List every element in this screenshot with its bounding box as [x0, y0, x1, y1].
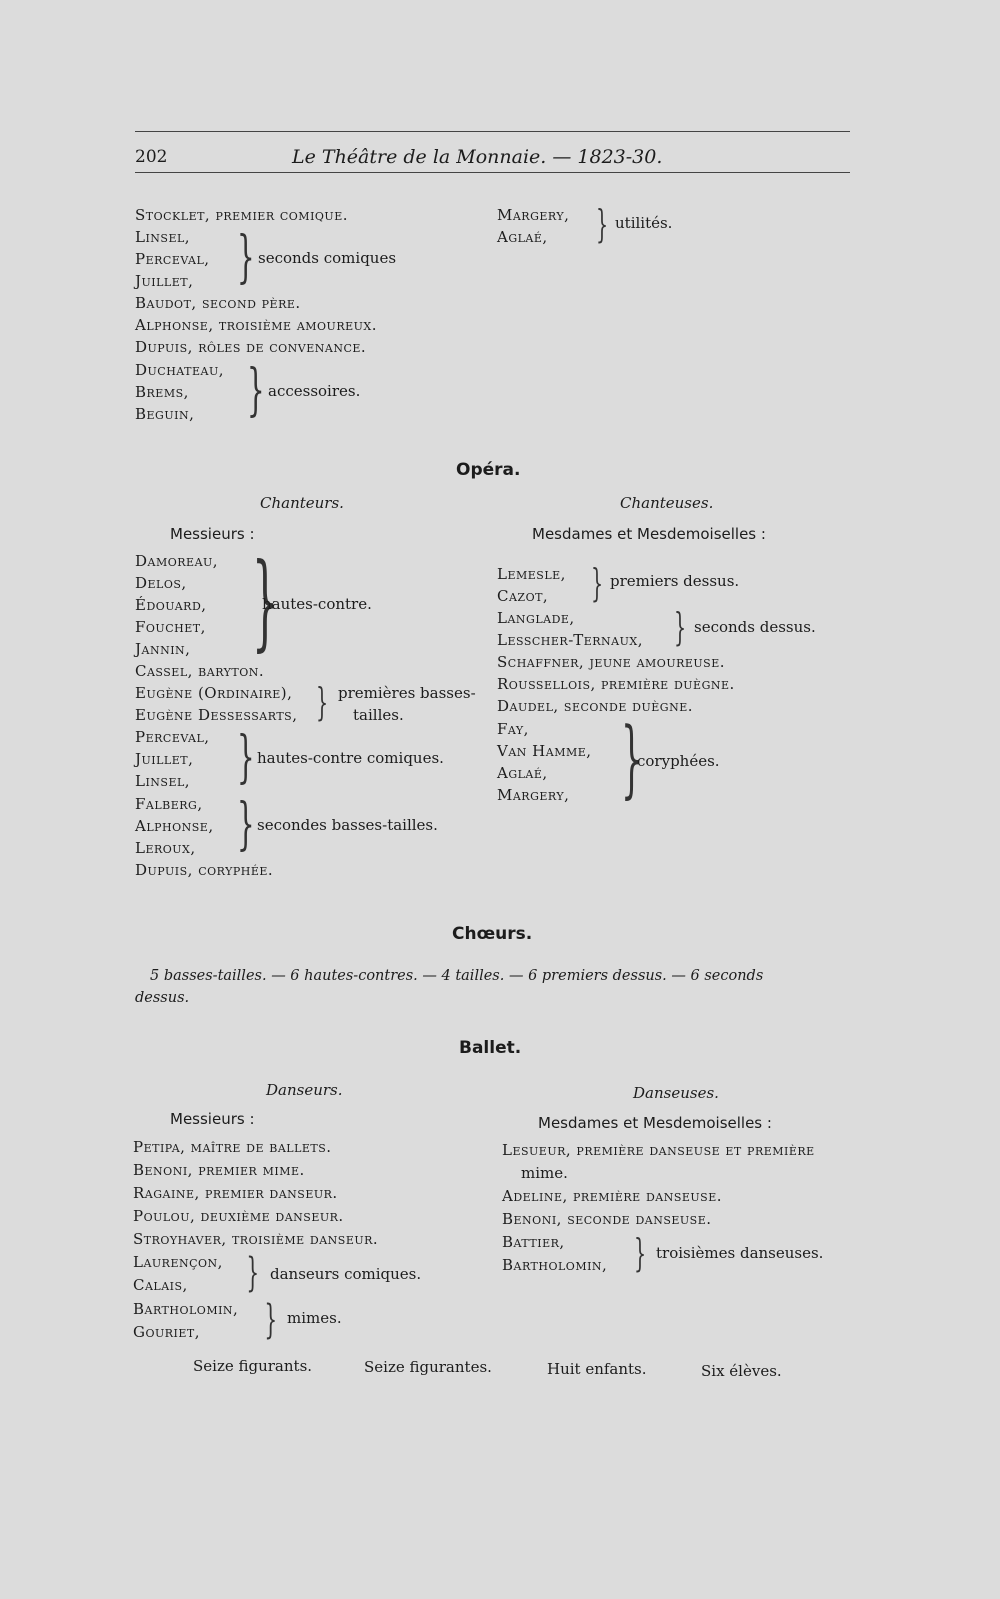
role-label: hautes-contre. — [262, 595, 372, 613]
brace: } — [236, 225, 255, 290]
cast-entry: Dupuis, rôles de convenance. — [135, 338, 367, 356]
cast-entry: Lesscher-Ternaux, — [497, 631, 643, 649]
role-label: premiers dessus. — [610, 572, 740, 590]
cast-entry: Ragaine, premier danseur. — [133, 1184, 338, 1202]
choeurs-line: 5 basses-tailles. — 6 hautes-contres. — 4 tailles. — 6 premiers dessus. — 6 seconds — [150, 968, 764, 984]
cast-entry: Fouchet, — [135, 618, 206, 636]
brace: } — [621, 709, 643, 807]
role-label: tailles. — [353, 706, 404, 724]
cast-entry: Baudot, second père. — [135, 294, 301, 312]
brace: } — [246, 358, 265, 423]
cast-entry: Battier, — [502, 1233, 565, 1251]
cast-entry: Langlade, — [497, 609, 575, 627]
mesdames-label: Mesdames et Mesdemoiselles : — [538, 1114, 772, 1132]
cast-entry: Adeline, première danseuse. — [502, 1187, 723, 1205]
cast-entry: Bartholomin, — [133, 1300, 239, 1318]
cast-entry: Juillet, — [135, 272, 194, 290]
header-top-rule — [135, 131, 850, 132]
cast-entry: Brems, — [135, 383, 189, 401]
cast-entry: Beguin, — [135, 405, 195, 423]
subheading-danseurs: Danseurs. — [266, 1081, 343, 1099]
cast-entry: Benoni, seconde danseuse. — [502, 1210, 712, 1228]
role-label: coryphées. — [637, 752, 720, 770]
section-title-choeurs: Chœurs. — [452, 924, 533, 944]
cast-entry: Delos, — [135, 574, 187, 592]
role-label: mimes. — [287, 1309, 342, 1327]
brace: } — [591, 561, 604, 605]
brace: } — [246, 1250, 260, 1296]
cast-entry: Damoreau, — [135, 552, 219, 570]
cast-entry: Stocklet, premier comique. — [135, 206, 349, 224]
footer-figurantes: Seize figurantes. — [364, 1358, 492, 1376]
role-label: premières basses- — [338, 684, 476, 702]
cast-entry: Stroyhaver, troisième danseur. — [133, 1230, 379, 1248]
role-label: utilités. — [615, 214, 673, 232]
brace: } — [264, 1297, 278, 1343]
brace: } — [236, 792, 255, 857]
cast-entry: Falberg, — [135, 795, 203, 813]
cast-entry: Poulou, deuxième danseur. — [133, 1207, 344, 1225]
cast-entry: Alphonse, troisième amoureux. — [135, 316, 378, 334]
cast-entry: Aglaé, — [497, 764, 548, 782]
page-number: 202 — [135, 147, 168, 167]
brace: } — [251, 540, 279, 662]
footer-eleves: Six élèves. — [701, 1362, 782, 1380]
brace: } — [674, 605, 687, 649]
cast-entry: Jannin, — [135, 640, 191, 658]
footer-enfants: Huit enfants. — [547, 1360, 647, 1378]
cast-entry: Margery, — [497, 206, 570, 224]
cast-entry: Leroux, — [135, 839, 196, 857]
cast-entry: Fay, — [497, 720, 529, 738]
cast-entry: Bartholomin, — [502, 1256, 608, 1274]
brace: } — [236, 725, 255, 790]
cast-entry: Perceval, — [135, 250, 210, 268]
role-label: troisièmes danseuses. — [656, 1244, 824, 1262]
cast-entry: Margery, — [497, 786, 570, 804]
cast-entry: Édouard, — [135, 596, 207, 614]
cast-entry: Linsel, — [135, 772, 191, 790]
cast-entry: Calais, — [133, 1276, 188, 1294]
cast-entry: Benoni, premier mime. — [133, 1161, 305, 1179]
cast-entry: Petipa, maître de ballets. — [133, 1138, 332, 1156]
cast-entry: Laurençon, — [133, 1253, 223, 1271]
section-title-ballet: Ballet. — [459, 1038, 522, 1058]
cast-entry: Cazot, — [497, 587, 549, 605]
cast-entry: Perceval, — [135, 728, 210, 746]
messieurs-label: Messieurs : — [170, 525, 255, 543]
brace: } — [596, 202, 609, 246]
role-label: seconds comiques — [258, 249, 397, 267]
footer-figurants: Seize figurants. — [193, 1357, 313, 1375]
cast-entry: Cassel, baryton. — [135, 662, 265, 680]
header-bottom-rule — [135, 172, 850, 173]
cast-entry: Duchateau, — [135, 361, 224, 379]
cast-entry: Aglaé, — [497, 228, 548, 246]
running-title: Le Théâtre de la Monnaie. — 1823-30. — [292, 146, 663, 168]
choeurs-line: dessus. — [135, 990, 190, 1006]
cast-entry: Daudel, seconde duègne. — [497, 697, 694, 715]
cast-entry: mime. — [521, 1164, 568, 1182]
cast-entry: Alphonse, — [135, 817, 214, 835]
subheading-chanteuses: Chanteuses. — [620, 494, 714, 512]
cast-entry: Eugène (Ordinaire), — [135, 684, 293, 702]
cast-entry: Schaffner, jeune amoureuse. — [497, 653, 726, 671]
cast-entry: Lesueur, première danseuse et première — [502, 1141, 815, 1159]
subheading-danseuses: Danseuses. — [633, 1084, 719, 1102]
cast-entry: Van Hamme, — [497, 742, 592, 760]
cast-entry: Juillet, — [135, 750, 194, 768]
mesdames-label: Mesdames et Mesdemoiselles : — [532, 525, 766, 543]
role-label: hautes-contre comiques. — [257, 749, 444, 767]
cast-entry: Dupuis, coryphée. — [135, 861, 274, 879]
messieurs-label: Messieurs : — [170, 1110, 255, 1128]
brace: } — [316, 680, 329, 724]
cast-entry: Lemesle, — [497, 565, 566, 583]
cast-entry: Roussellois, première duègne. — [497, 675, 735, 693]
section-title-opera: Opéra. — [456, 460, 521, 480]
role-label: danseurs comiques. — [270, 1265, 422, 1283]
role-label: secondes basses-tailles. — [257, 816, 438, 834]
role-label: accessoires. — [268, 382, 361, 400]
subheading-chanteurs: Chanteurs. — [260, 494, 344, 512]
brace: } — [634, 1231, 647, 1275]
cast-entry: Linsel, — [135, 228, 191, 246]
cast-entry: Gouriet, — [133, 1323, 201, 1341]
cast-entry: Eugène Dessessarts, — [135, 706, 298, 724]
role-label: seconds dessus. — [694, 618, 816, 636]
